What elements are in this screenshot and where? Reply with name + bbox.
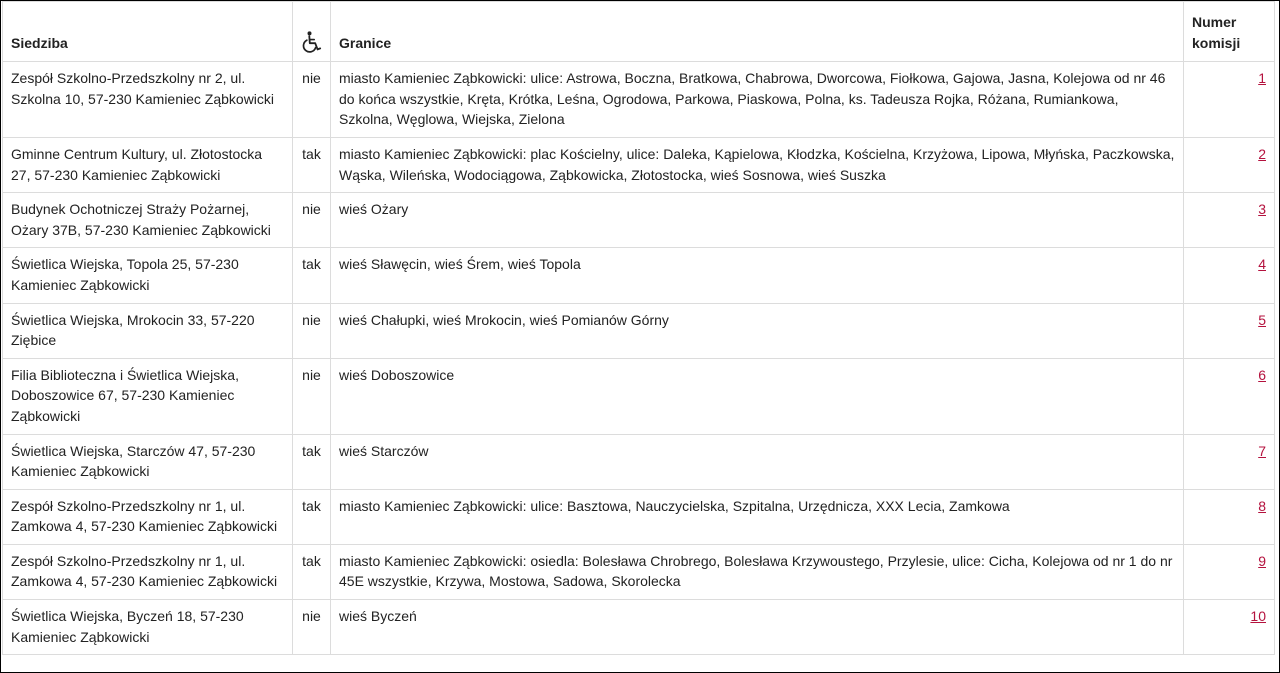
commission-number-link[interactable]: 10 [1250,608,1266,625]
cell-accessibility: nie [293,193,331,248]
cell-accessibility: nie [293,303,331,358]
cell-siedziba: Zespół Szkolno-Przedszkolny nr 2, ul. Szkolna 10, 57-230 Kamieniec Ząbkowicki [3,62,293,138]
cell-granice: wieś Sławęcin, wieś Śrem, wieś Topola [331,248,1184,303]
cell-granice: miasto Kamieniec Ząbkowicki: ulice: Astrowa, Boczna, Bratkowa, Chabrowa, Dworcowa, Fiołkowa, Gajowa, Jasna, Kolejowa od nr 46 do końca wszystkie, Kręta, Krótka, Leśna, Ogrodowa, Parkowa, Piaskowa, Polna, ks. Tadeusza Rojka, Różana, Rumiankowa, Szkolna, Węglowa, Wiejska, Zielona [331,62,1184,138]
cell-numer-komisji [1184,358,1275,434]
cell-numer-komisji [1184,434,1275,489]
table-row [3,434,1275,489]
cell-numer-komisji [1184,193,1275,248]
header-granice: Granice [331,2,1184,62]
commission-table [2,1,1275,655]
cell-accessibility: tak [293,137,331,192]
commission-number-link[interactable]: 4 [1258,256,1266,273]
cell-numer-komisji [1184,600,1275,655]
cell-siedziba: Zespół Szkolno-Przedszkolny nr 1, ul. Zamkowa 4, 57-230 Kamieniec Ząbkowicki [3,489,293,544]
cell-accessibility: tak [293,248,331,303]
cell-accessibility: tak [293,434,331,489]
cell-numer-komisji [1184,62,1275,138]
cell-granice: miasto Kamieniec Ząbkowicki: ulice: Basztowa, Nauczycielska, Szpitalna, Urzędnicza, XXX Lecia, Zamkowa [331,489,1184,544]
header-siedziba: Siedziba [3,2,293,62]
cell-accessibility: nie [293,62,331,138]
table-row [3,544,1275,599]
cell-accessibility: tak [293,544,331,599]
table-row [3,62,1275,138]
commission-number-link[interactable]: 7 [1258,442,1266,459]
cell-granice: miasto Kamieniec Ząbkowicki: plac Kościelny, ulice: Daleka, Kąpielowa, Kłodzka, Kościelna, Krzyżowa, Lipowa, Młyńska, Paczkowska, Wąska, Wileńska, Wodociągowa, Ząbkowicka, Złotostocka, wieś Sosnowa, wieś Suszka [331,137,1184,192]
table-header-row [3,2,1275,62]
header-numer-komisji: Numer komisji [1184,2,1275,62]
cell-numer-komisji [1184,303,1275,358]
cell-numer-komisji [1184,489,1275,544]
cell-numer-komisji [1184,544,1275,599]
commission-number-link[interactable]: 3 [1258,201,1266,218]
cell-granice: wieś Chałupki, wieś Mrokocin, wieś Pomianów Górny [331,303,1184,358]
cell-siedziba: Świetlica Wiejska, Starczów 47, 57-230 Kamieniec Ząbkowicki [3,434,293,489]
cell-granice: wieś Byczeń [331,600,1184,655]
commission-number-link[interactable]: 1 [1258,70,1266,87]
commission-number-link[interactable]: 6 [1258,366,1266,383]
cell-numer-komisji [1184,248,1275,303]
table-row [3,193,1275,248]
commission-number-link[interactable]: 5 [1258,311,1266,328]
cell-siedziba: Świetlica Wiejska, Mrokocin 33, 57-220 Ziębice [3,303,293,358]
cell-accessibility: nie [293,600,331,655]
table-row [3,303,1275,358]
commission-number-link[interactable]: 8 [1258,497,1266,514]
cell-siedziba: Budynek Ochotniczej Straży Pożarnej, Ożary 37B, 57-230 Kamieniec Ząbkowicki [3,193,293,248]
table-row [3,137,1275,192]
cell-siedziba: Zespół Szkolno-Przedszkolny nr 1, ul. Zamkowa 4, 57-230 Kamieniec Ząbkowicki [3,544,293,599]
cell-granice: wieś Starczów [331,434,1184,489]
cell-numer-komisji [1184,137,1275,192]
cell-accessibility: nie [293,358,331,434]
table-row [3,600,1275,655]
cell-siedziba: Świetlica Wiejska, Topola 25, 57-230 Kamieniec Ząbkowicki [3,248,293,303]
cell-accessibility: tak [293,489,331,544]
commission-number-link[interactable]: 2 [1258,145,1266,162]
cell-granice: miasto Kamieniec Ząbkowicki: osiedla: Bolesława Chrobrego, Bolesława Krzywoustego, Przylesie, ulice: Cicha, Kolejowa od nr 1 do nr 45E wszystkie, Krzywa, Mostowa, Sadowa, Skorolecka [331,544,1184,599]
wheelchair-icon [302,35,322,51]
table-row [3,358,1275,434]
cell-granice: wieś Ożary [331,193,1184,248]
cell-siedziba: Świetlica Wiejska, Byczeń 18, 57-230 Kamieniec Ząbkowicki [3,600,293,655]
table-row [3,489,1275,544]
cell-granice: wieś Doboszowice [331,358,1184,434]
cell-siedziba: Filia Biblioteczna i Świetlica Wiejska, Doboszowice 67, 57-230 Kamieniec Ząbkowicki [3,358,293,434]
table-row [3,248,1275,303]
header-accessibility [293,2,331,62]
cell-siedziba: Gminne Centrum Kultury, ul. Złotostocka 27, 57-230 Kamieniec Ząbkowicki [3,137,293,192]
commission-number-link[interactable]: 9 [1258,552,1266,569]
